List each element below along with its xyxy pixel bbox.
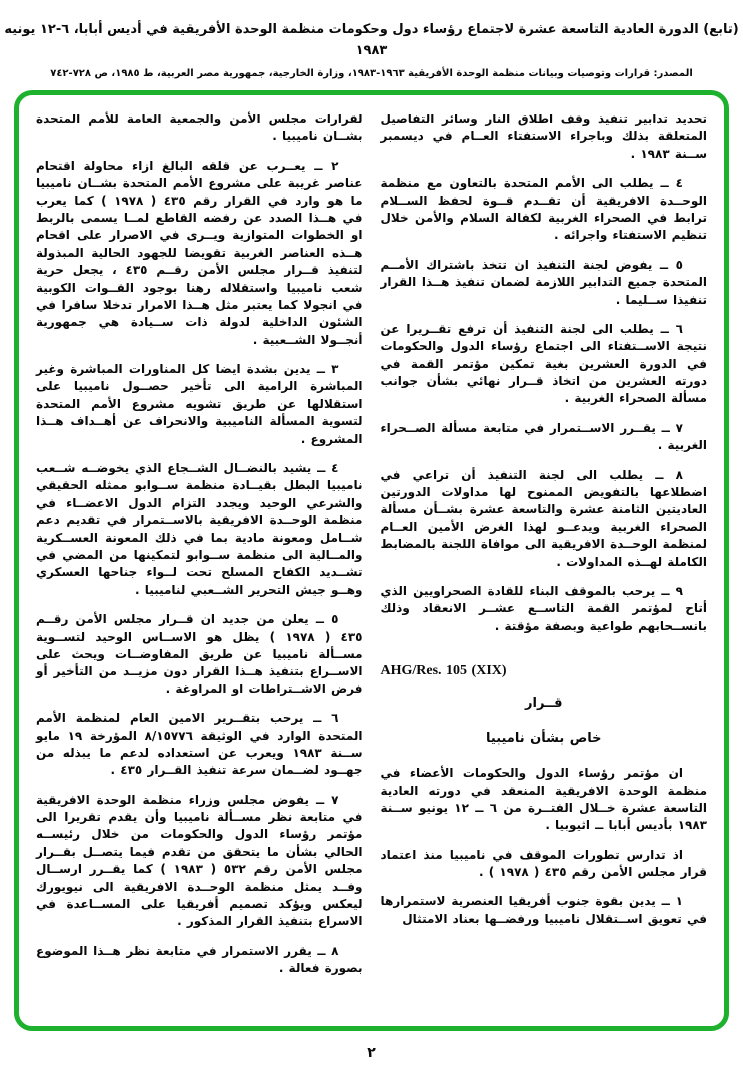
page-header <box>0 20 743 81</box>
text-block: ٤ ــ يطلب الى الأمم المتحدة بالتعاون مع منظمة الوحــدة الافريقية أن تقــدم قــوة لحفظ الســلام ترابط في الصحراء الغربية لكفالة السلام والأمن خلال تنظيم الاستفتاء واجرائه . <box>380 176 707 243</box>
text-block: AHG/Res. 105 (XIX) <box>380 663 507 679</box>
text-block: ٧ ــ يقــرر الاســتمرار في متابعة مسألة الصــحراء الغربية . <box>380 420 707 453</box>
text-block: ٢ ــ يعــرب عن قلقه البالغ ازاء محاولة اقتحام عناصر غريبة على مشروع الأمم المتحدة بشــان ناميبيا ما هو وارد في القرار رقم ٤٣٥ ( ١٩٧٨ ) كما يعرب في هــذا الصدد عن رفضه القاطع لمــا يسمى بالربط او الخطوات المتوازية ويــرى في الاصرار على اقحام هــذه العناصر الغربية تقويضا للجهود الحالية المبذولة لتنفيذ قــرار مجلس الأمن رقــم ٤٣٥ ، يجعل حرية شعب ناميبيا واستقلاله رهنا بوجود القــوات الكوبية في انجولا كما يعتبر مثل هــذا الامرار تدخلا سافرا في الشئون الداخلية لدولة ذات ســيادة هي جمهورية أنجــولا الشــعبية . <box>36 158 363 347</box>
text-block: تحديد تدابير تنفيذ وقف اطلاق النار وسائر التفاصيل المتعلقة بذلك وباجراء الاستفتاء العــام في ديسمبر ســنة ١٩٨٣ . <box>380 112 707 161</box>
green-border-frame <box>14 90 729 1031</box>
column-left <box>36 111 363 1014</box>
header-session-title: (تابع) الدورة العادية التاسعة عشرة لاجتماع رؤساء دول وحكومات منظمة الوحدة الأفريقية في أديس أبابا، ٦-١٢ يونيه ١٩٨٣ <box>4 22 739 58</box>
text-block: ٤ ــ يشيد بالنضــال الشــجاع الذي يخوضــه شــعب ناميبيا البطل بقيــادة منظمة ســوابو ممثله الحقيقي والشرعي الوحيد ويجدد التزام الدول الاعضــاء في منظمة الوحــدة الافريقية بالاســتمرار في تقديم دعم شــامل ومعونة مادية بما في ذلك المعونة العســكرية والمــالية الى منظمة ســوابو لتمكينها من المضي في تشــديد الكفاح المسلح تحت لــواء جناحها العسكري وهــو جيش التحرير الشــعبي لناميبيا . <box>36 461 363 597</box>
header-source-line: المصدر: قرارات وتوصيات وبيانات منظمة الوحدة الأفريقية ١٩٦٣-١٩٨٣، وزارة الخارجية، جمهورية مصر العربية، ط ١٩٨٥، ص ٧٢٨-٧٤٢ <box>50 67 693 79</box>
text-block: ٦ ــ يطلب الى لجنة التنفيذ أن ترفع تقــريرا عن نتيجة الاســتفتاء الى اجتماع رؤساء الدول والحكومات في الدورة العشرين بغية تمكين مؤتمر القمة في دورته العشرين من اتخاذ قــرار نهائي بشأن جوانب مسألة الصحراء الغربية . <box>380 321 707 406</box>
page-number: ٢ <box>367 1045 376 1061</box>
text-block: ٥ ــ يعلن من جديد ان قــرار مجلس الأمن رقــم ٤٣٥ ( ١٩٧٨ ) يظل هو الاســاس الوحيد لتســوية مســألة ناميبيا عن طريق المفاوضــات ويحث على الاســراع بتنفيذ هــذا القرار دون مزيــد من التأخير أو فرض الاشــتراطات او المراوغة . <box>36 612 363 696</box>
text-block: ٣ ــ يدين بشدة ايضا كل المناورات المباشرة وغير المباشرة الرامية الى تأخير حصــول ناميبيا على استقلالها عن طريق تشويه مشروع الأمم المتحدة لتسوية المسألة الناميبية والانحراف عن أهــداف هــذا المشروع . <box>36 362 363 446</box>
text-block: ٨ ــ يقرر الاستمرار في متابعة نظر هــذا الموضوع بصورة فعالة . <box>36 943 363 976</box>
column-right <box>381 111 708 1014</box>
text-block: ٨ ــ يطلب الى لجنة التنفيذ أن تراعي في اضطلاعها بالتفويض الممنوح لها مداولات الدورتين العاديتين الثامنة عشرة والتاسعة عشرة بشــأن مسألة الصحراء الغربية ويدعــو لهذا الغرض الأمين العــام لمنظمة الوحــدة الافريقية الى موافاة اللجنة بالمضابط الكاملة لهــذه المداولات . <box>380 467 707 569</box>
text-block: ٧ ــ يفوض مجلس وزراء منظمة الوحدة الافريقية في متابعة نظر مســألة ناميبيا وأن يقدم تقريرا الى مؤتمر رؤساء الدول والحكومات من خلال رئيســه الحالي بشأن ما يتحقق من تقدم فيما يتصــل بقــرار مجلس الأمن رقم ٥٣٢ ( ١٩٨٣ ) كما يقــرر ارســال وفــد يمثل منظمة الوحــدة الافريقية الى نيويورك ليعكس ويؤكد تصميم أفريقيا على المســاعدة في الاسراع بتنفيذ القرار المذكور . <box>36 792 363 929</box>
text-block: لقرارات مجلس الأمن والجمعية العامة للأمم المتحدة بشــان ناميبيا . <box>36 112 363 144</box>
page-footer <box>0 1042 743 1061</box>
text-block: ٥ ــ يفوض لجنة التنفيذ ان تتخذ باشتراك الأمــم المتحدة جميع التدابير اللازمة لضمان تنفيذ هــذا القرار تنفيذا ســليما . <box>380 257 707 307</box>
text-block: اذ تدارس تطورات الموقف في ناميبيا منذ اعتماد قرار مجلس الأمن رقم ٤٣٥ ( ١٩٧٨ ) . <box>380 847 707 880</box>
text-block: ٦ ــ يرحب بتقــرير الامين العام لمنظمة الأمم المتحدة الوارد في الوثيقة ٨/١٥٧٧٦ المؤرخة ١٩ مايو ســنة ١٩٨٣ ويعرب عن استعداده لدعم ما يبذله من جهــود لضــمان سرعة تنفيذ القــرار ٤٣٥ . <box>36 711 363 778</box>
text-block: خاص بشأن ناميبيا <box>486 731 602 747</box>
text-block: ٩ ــ يرحب بالموقف البناء للقادة الصحراويين الذي أتاح لمؤتمر القمة التاســع عشــر الانعقاد وذلك بانســحابهم طواعية وبصفة مؤقتة . <box>380 583 707 633</box>
text-block: ١ ــ يدين بقوة جنوب أفريقيا العنصرية لاستمرارها في تعويق اســتقلال ناميبيا ورفضــها بعناد الامتثال <box>380 894 707 926</box>
two-column-layout <box>19 95 724 1026</box>
text-block: قــرار <box>525 696 563 712</box>
text-block: ان مؤتمر رؤساء الدول والحكومات الأعضاء في منظمة الوحدة الافريقية المنعقد في دورته العادية التاسعة عشرة خــلال الفتــرة من ٦ ــ ١٢ يونيو ســنة ١٩٨٣ بأديس أبابا ــ اثيوبيا . <box>380 766 708 833</box>
